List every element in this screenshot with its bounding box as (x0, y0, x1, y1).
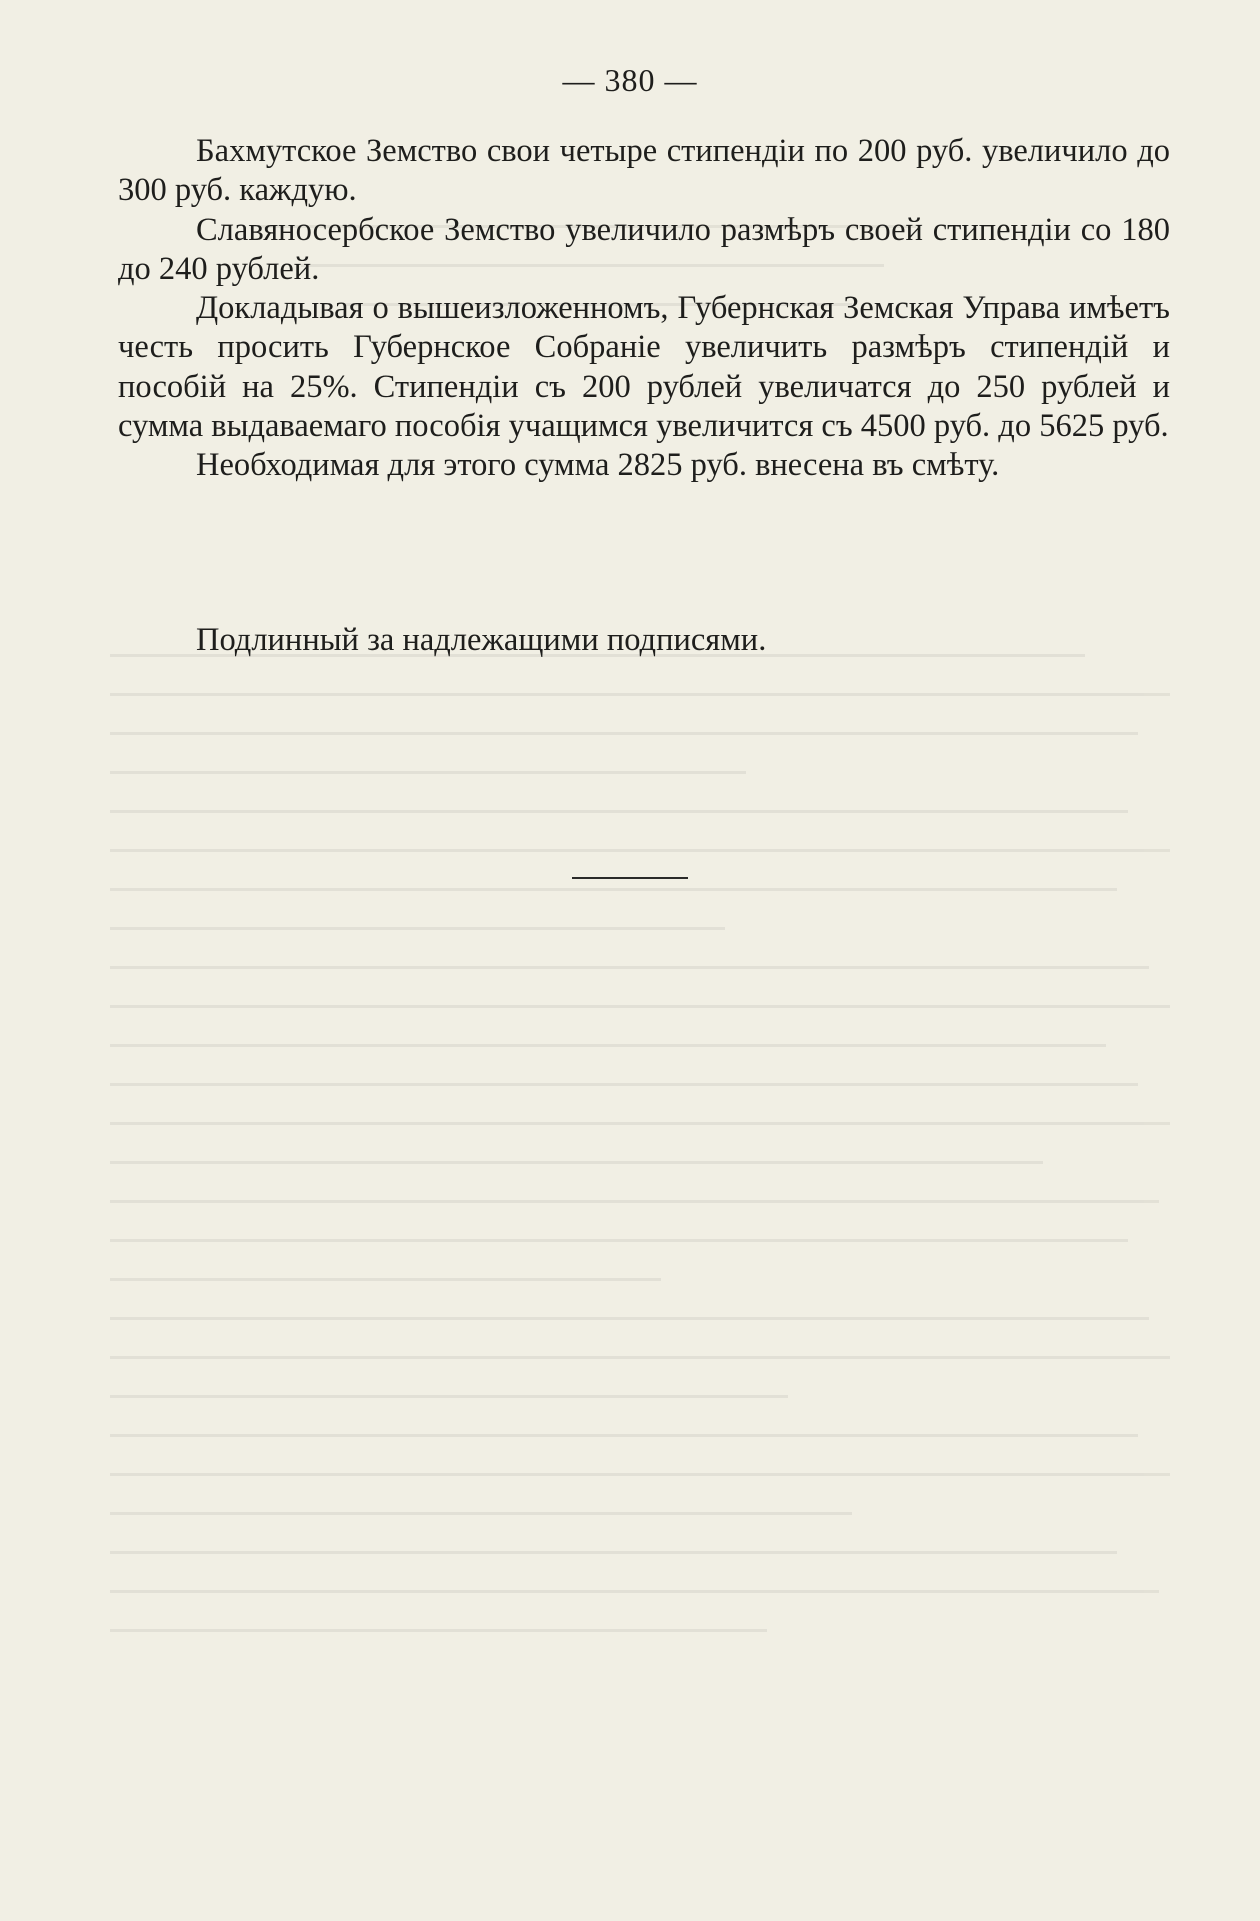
signature-note: Подлинный за надлежащими подписями. (196, 622, 767, 658)
paragraph-budget: Необходимая для этого сумма 2825 руб. внесена въ смѣту. (196, 447, 1000, 484)
page-number: — 380 — (562, 62, 698, 98)
body-text (118, 132, 1170, 486)
paragraph-bakhmut: Бахмутское Земство свои четыре стипендіи по 200 руб. увеличило до 300 руб. каждую. (118, 133, 1170, 209)
closing-rule (572, 877, 688, 879)
paragraph-proposal: Докладывая о вышеизложенномъ, Губернская Земская Управа имѣетъ честь просить Губернское Собраніе увеличить размѣръ стипендій и пособій на 25%. Стипендіи съ 200 рублей увеличатся до 250 рублей и сумма выдаваемаго пособія учащимся увеличится съ 4500 руб. до 5625 руб. (118, 290, 1170, 445)
paragraph-slavyanoserbsk: Славяносербское Земство увеличило размѣръ своей стипендіи со 180 до 240 рублей. (118, 211, 1170, 287)
